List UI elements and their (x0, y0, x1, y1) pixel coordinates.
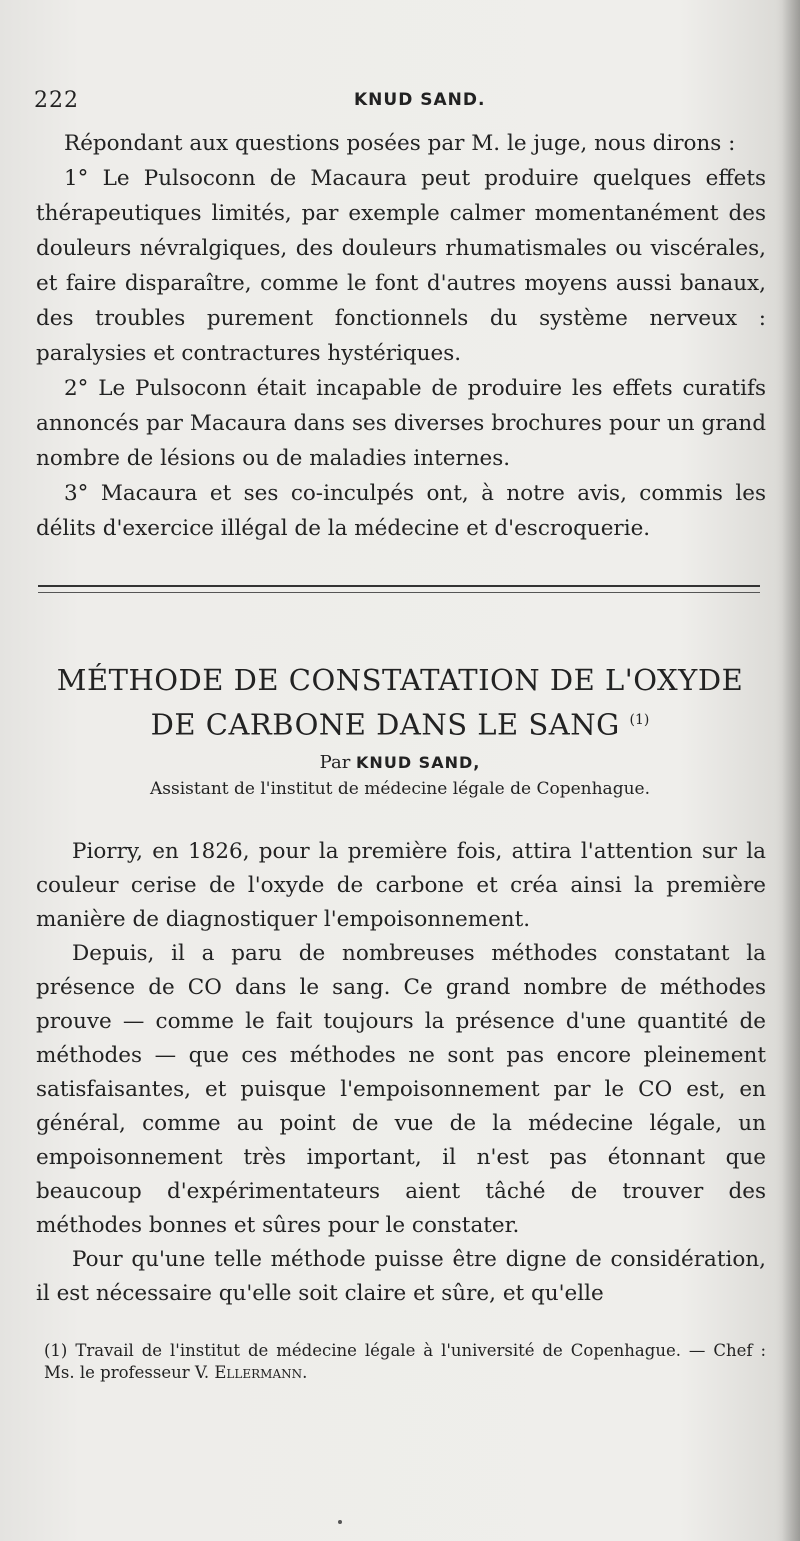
author-name: KNUD SAND, (356, 753, 481, 772)
footnote-text: Travail de l'institut de médecine légale à l'université de Copenhague. — Chef : Ms. le professeur (44, 1341, 767, 1382)
footnote (44, 1340, 766, 1384)
article-title-text: DE CARBONE DANS LE SANG (150, 707, 620, 742)
article-title-line-2 (0, 700, 800, 745)
byline (0, 752, 800, 773)
article-title-line-1: MÉTHODE DE CONSTATATION DE L'OXYDE (56, 663, 744, 697)
paragraph: Pour qu'une telle méthode puisse être digne de considération, il est nécessaire qu'elle soit claire et sûre, et qu'elle (36, 1247, 766, 1306)
section-divider-thin (38, 592, 760, 593)
paragraph: 2° Le Pulsoconn était incapable de produire les effets curatifs annoncés par Macaura dans ses diverses brochures pour un grand nombre de lésions ou de maladies internes. (36, 376, 766, 471)
page-number: 222 (34, 88, 79, 113)
paragraph: 3° Macaura et ses co-inculpés ont, à notre avis, commis les délits d'exercice illégal de la médecine et d'escroquerie. (36, 481, 766, 541)
paragraph: 1° Le Pulsoconn de Macaura peut produire quelques effets thérapeutiques limités, par exemple calmer momentanément des douleurs névralgiques, des douleurs rhumatismales ou viscérales, et faire disparaître, comme le font d'autres moyens aussi banaux, des troubles purement fonctionnels du système nerveux : paralysies et contractures hystériques. (36, 166, 766, 366)
article-body (36, 835, 766, 1311)
verdict-section (36, 126, 766, 546)
paragraph: Depuis, il a paru de nombreuses méthodes constatant la présence de CO dans le sang. Ce grand nombre de méthodes prouve — comme le fait toujours la présence d'une quantité de méthodes — que ces méthodes ne sont pas encore pleinement satisfaisantes, et puisque l'empoisonnement par le CO est, en général, comme au point de vue de la médecine légale, un empoisonnement très important, il n'est pas étonnant que beaucoup d'expérimentateurs aient tâché de trouver des méthodes bonnes et sûres pour le constater. (36, 941, 766, 1238)
paragraph: Répondant aux questions posées par M. le juge, nous dirons : (64, 131, 736, 156)
running-head: KNUD SAND. (354, 90, 486, 110)
section-divider (38, 585, 760, 587)
footnote-reference: (1) (629, 712, 650, 728)
page-header (34, 88, 764, 116)
footnote-person: V. Ellermann. (194, 1363, 308, 1382)
print-speck (338, 1520, 342, 1524)
paragraph: Piorry, en 1826, pour la première fois, attira l'attention sur la couleur cerise de l'oxyde de carbone et créa ainsi la première manière de diagnostiquer l'empoisonnement. (36, 839, 766, 932)
byline-prefix: Par (319, 752, 351, 773)
footnote-marker: (1) (44, 1341, 68, 1360)
author-affiliation: Assistant de l'institut de médecine légale de Copenhague. (149, 779, 650, 799)
